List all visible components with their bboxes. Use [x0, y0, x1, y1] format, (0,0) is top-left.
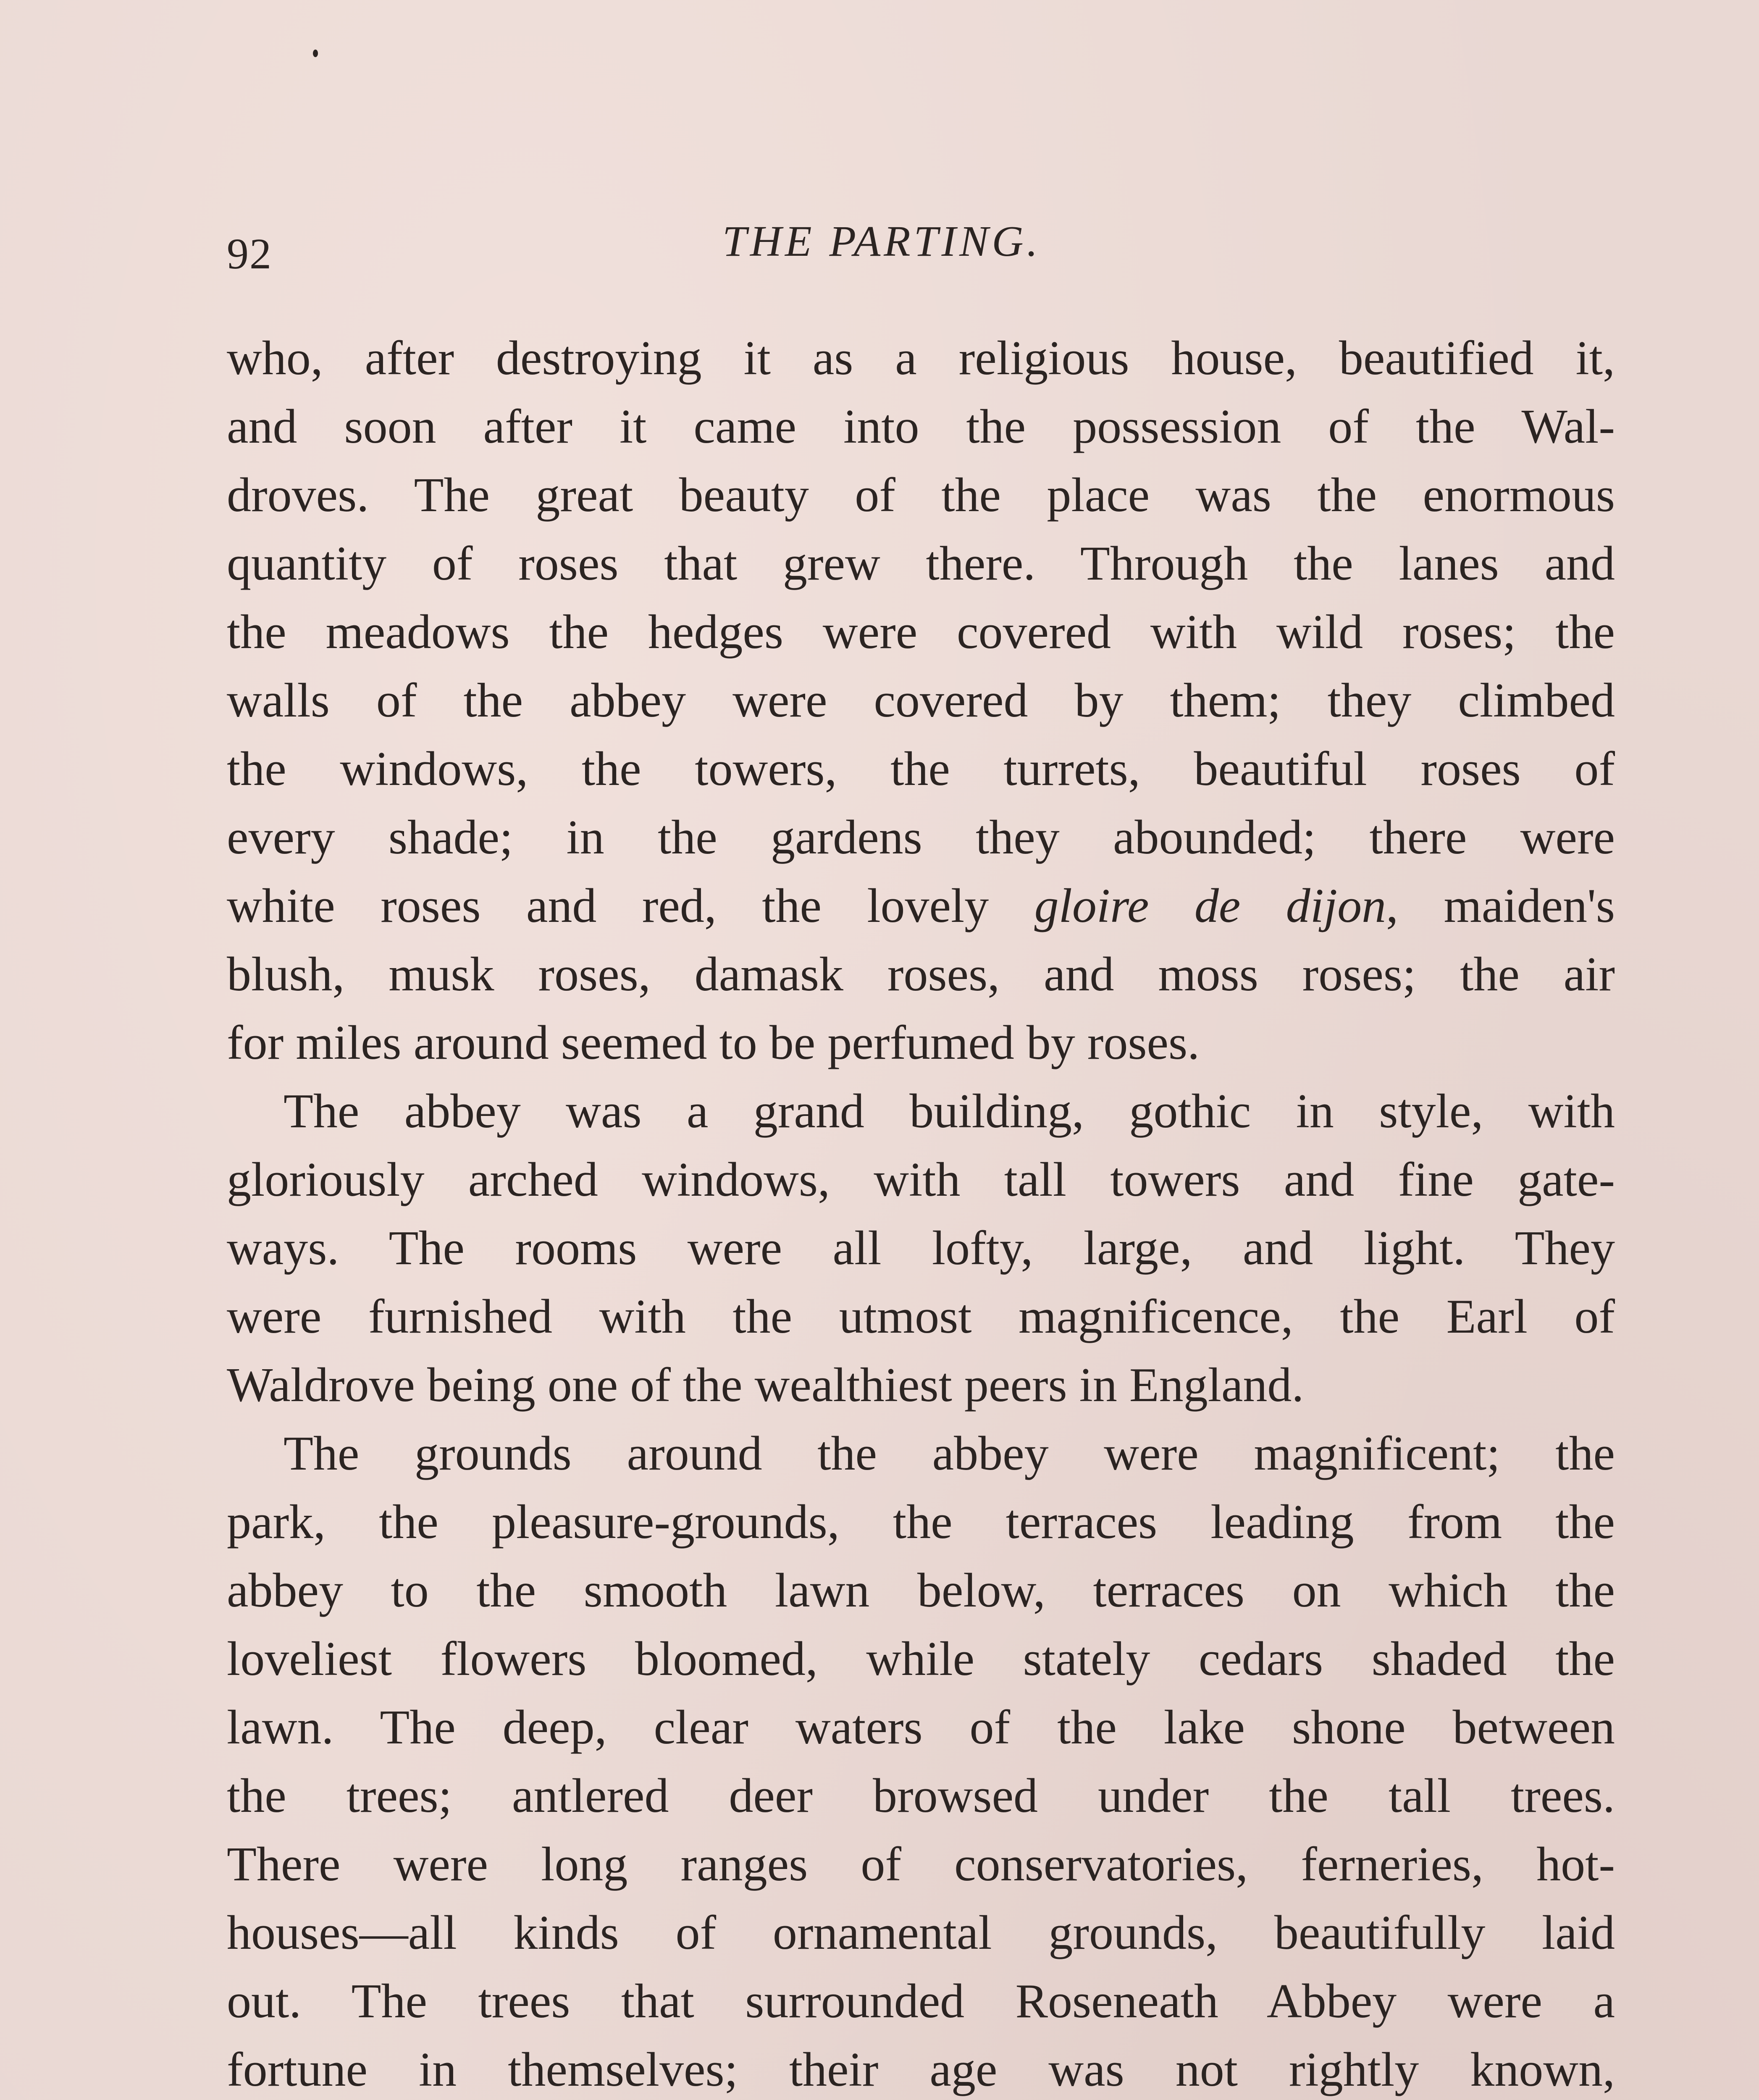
text-line: the trees; antlered deer browsed under the tall trees.	[227, 1769, 1615, 1823]
body-text	[227, 324, 1615, 2100]
paragraph	[227, 1077, 1615, 1420]
text-line: The grounds around the abbey were magnificent; the	[284, 1427, 1615, 1480]
paragraph	[227, 324, 1615, 1077]
text-line	[227, 872, 1615, 940]
text-line: gloriously arched windows, with tall towers and fine gate-	[227, 1153, 1615, 1207]
text-line: for miles around seemed to be perfumed by roses.	[227, 1016, 1200, 1070]
text-segment: white roses and red, the lovely	[227, 879, 1034, 933]
text-line: out. The trees that surrounded Roseneath Abbey were a	[227, 1974, 1615, 2028]
text-line: and soon after it came into the possession of the Wal-	[227, 400, 1615, 454]
page-number: 92	[227, 230, 272, 278]
text-line: every shade; in the gardens they abounded; there were	[227, 811, 1615, 864]
text-line: Waldrove being one of the wealthiest peers in England.	[227, 1358, 1304, 1412]
text-line: were furnished with the utmost magnificence, the Earl of	[227, 1290, 1615, 1344]
text-line: loveliest flowers bloomed, while stately cedars shaded the	[227, 1632, 1615, 1686]
text-line: abbey to the smooth lawn below, terraces on which the	[227, 1564, 1615, 1617]
text-line: the meadows the hedges were covered with wild roses; the	[227, 605, 1615, 659]
text-line: ways. The rooms were all lofty, large, and light. They	[227, 1221, 1615, 1275]
text-line: blush, musk roses, damask roses, and moss roses; the air	[227, 948, 1615, 1001]
text-line: droves. The great beauty of the place was the enormous	[227, 468, 1615, 522]
italic-phrase: gloire de dijon	[1034, 879, 1386, 933]
text-line: park, the pleasure-grounds, the terraces leading from the	[227, 1495, 1615, 1549]
page-header	[227, 212, 1613, 278]
text-line: houses—all kinds of ornamental grounds, beautifully laid	[227, 1906, 1615, 1960]
running-title: THE PARTING.	[722, 217, 1041, 265]
text-line: lawn. The deep, clear waters of the lake shone between	[227, 1701, 1615, 1754]
text-line: quantity of roses that grew there. Through the lanes and	[227, 537, 1615, 591]
text-line: fortune in themselves; their age was not rightly known,	[227, 2043, 1615, 2097]
text-line: walls of the abbey were covered by them; they climbed	[227, 674, 1615, 727]
text-line: who, after destroying it as a religious house, beautified it,	[227, 331, 1615, 385]
text-line: There were long ranges of conservatories, ferneries, hot-	[227, 1838, 1615, 1891]
paragraph	[227, 1420, 1615, 2100]
text-segment: , maiden's	[1386, 879, 1615, 933]
text-line: the windows, the towers, the turrets, beautiful roses of	[227, 742, 1615, 796]
text-line: The abbey was a grand building, gothic in style, with	[284, 1084, 1615, 1138]
ink-speck	[313, 50, 318, 57]
